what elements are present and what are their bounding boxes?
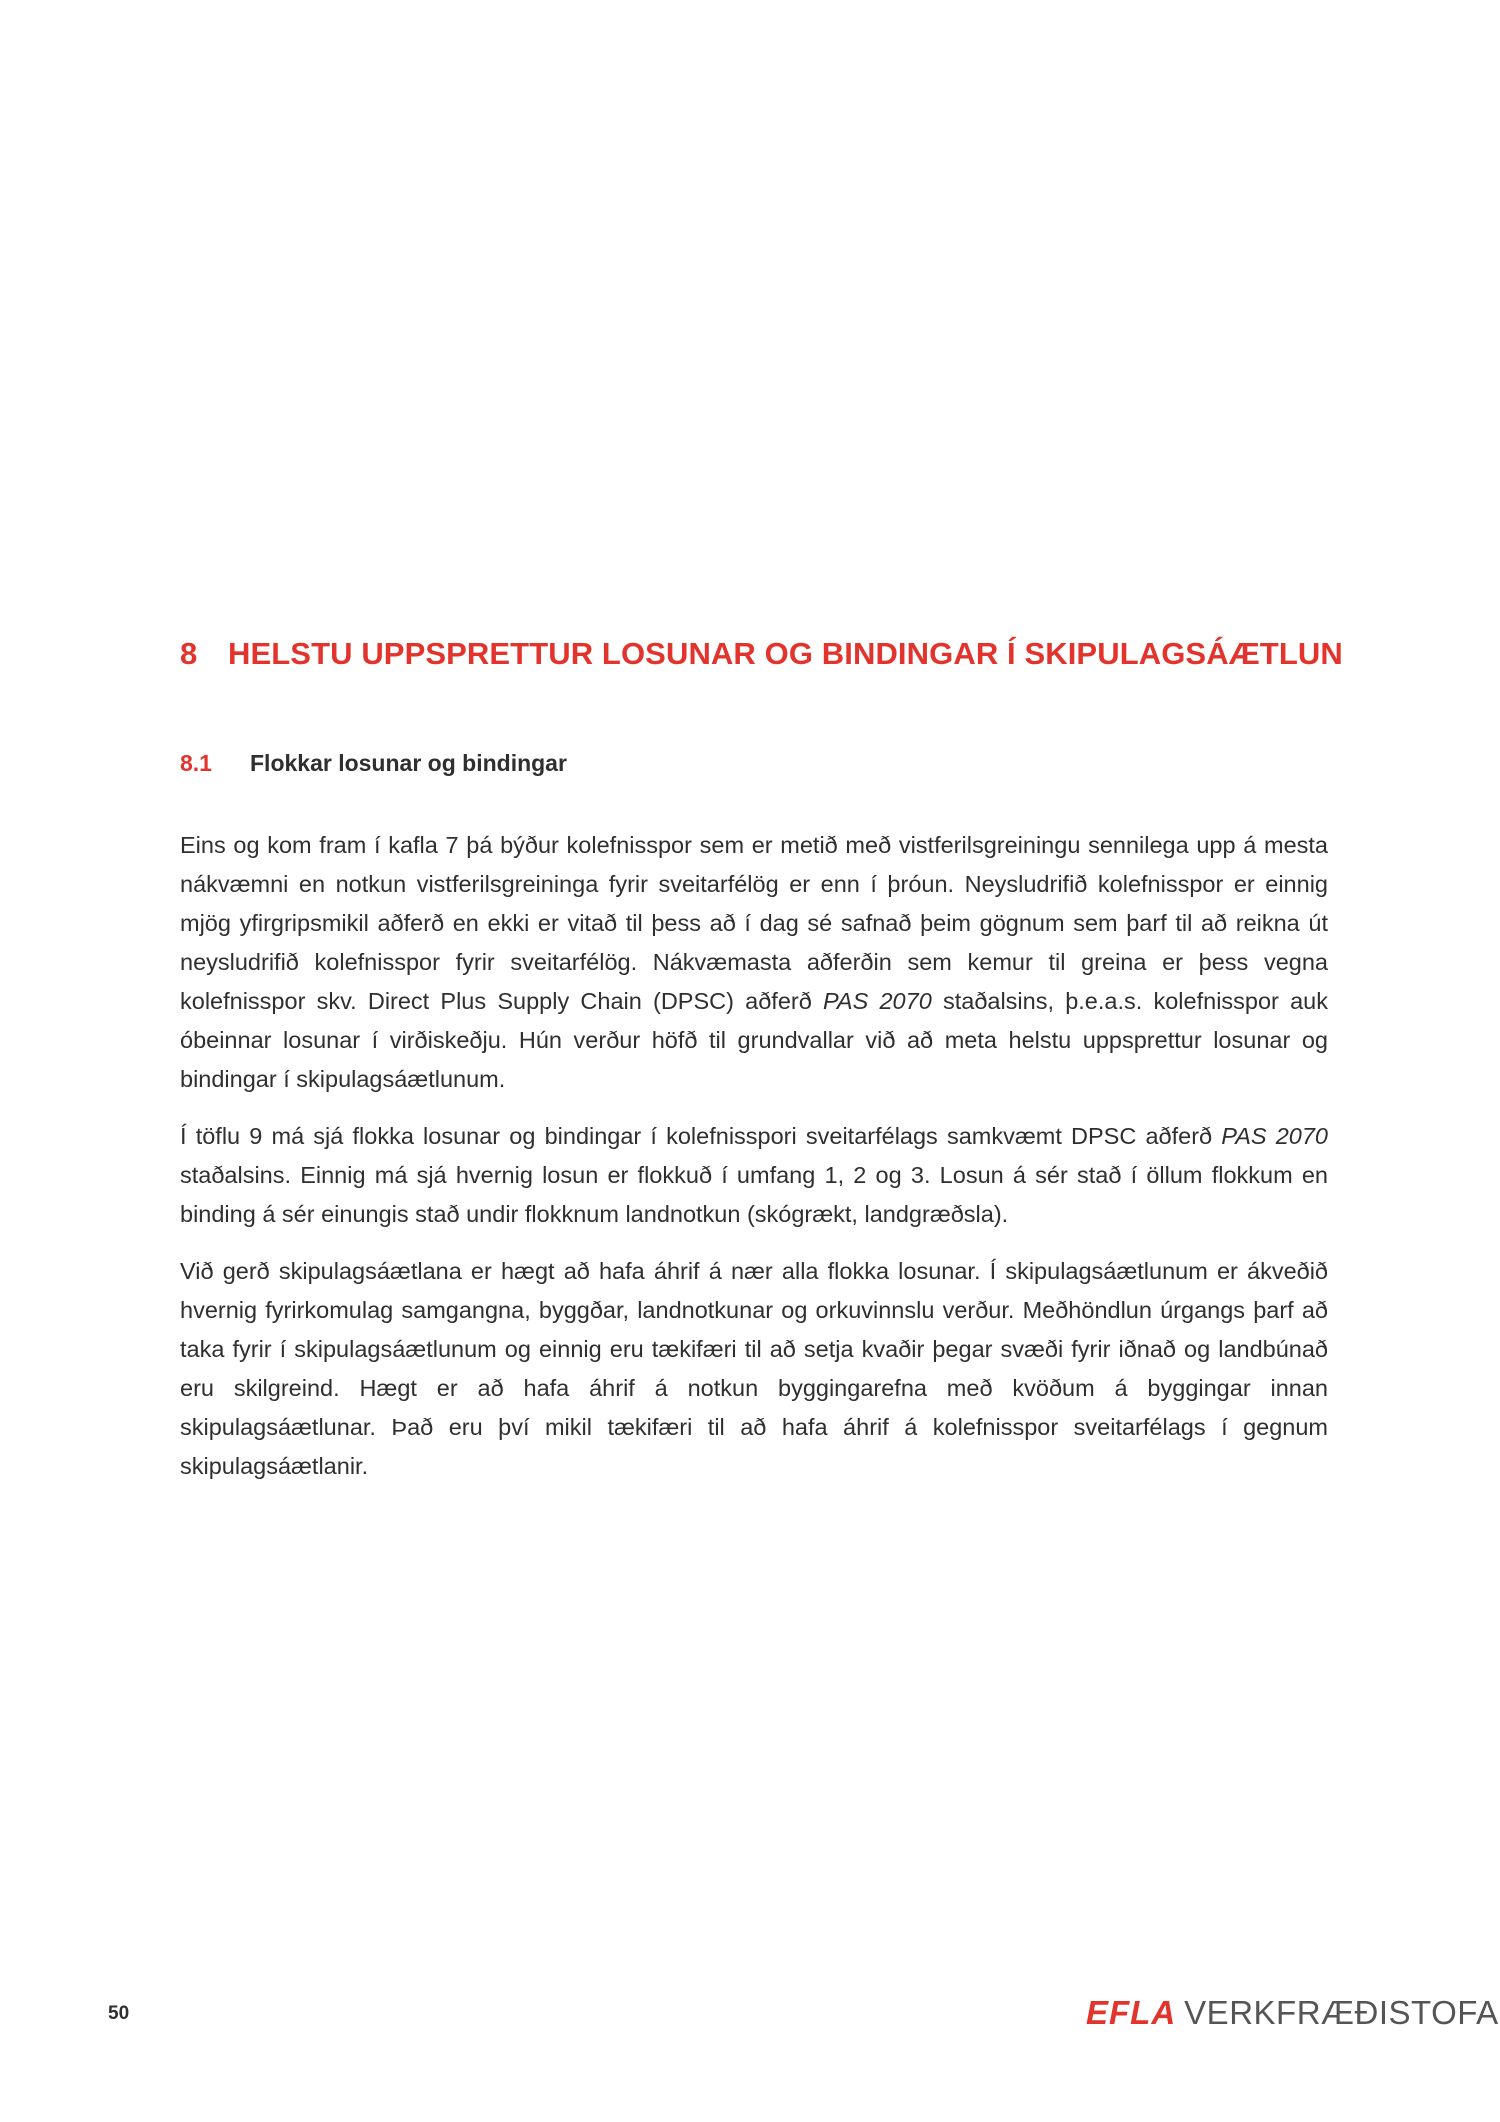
brand-name: EFLA [1086,1994,1177,2031]
paragraph-3: Við gerð skipulagsáætlana er hægt að hafa áhrif á nær alla flokka losunar. Í skipulagsáætlunum er ákveðið hvernig fyrirkomulag samgangna, byggðar, landnotkunar og orkuvinnslu verður. Meðhöndlun úrgangs þarf að taka fyrir í skipulagsáætlunum og einnig eru tækifæri til að setja kvaðir þegar svæði fyrir iðnað og landbúnað eru skilgreind. Hægt er að hafa áhrif á notkun byggingarefna með kvöðum á byggingar innan skipulagsáætlunar. Það eru því mikil tækifæri til að hafa áhrif á kolefnisspor sveitarfélags í gegnum skipulagsáætlanir. [180,1258,1328,1479]
standard-name: PAS 2070 [823,988,932,1014]
paragraph-1-text: Eins og kom fram í kafla 7 þá býður kolefnisspor sem er metið með vistferilsgreiningu sennilega upp á mesta nákvæmni en notkun vistferilsgreininga fyrir sveitarfélög er enn í þróun. Neysludrifið kolefnisspor er einnig mjög yfirgripsmikil aðferð en ekki er vitað til þess að í dag sé safnað þeim gögnum sem þarf til að reikna út neysludrifið kolefnisspor fyrir sveitarfélög. Nákvæmasta aðferðin sem kemur til greina er þess vegna kolefnisspor skv. Direct Plus Supply Chain (DPSC) aðferð [180,832,1328,1014]
paragraph-2-text: Í töflu 9 má sjá flokka losunar og bindingar í kolefnisspori sveitarfélags samkvæmt DPSC aðferð [180,1123,1222,1149]
paragraph-1-text-cont: staðalsins, þ.e.a.s. kolefnisspor auk óbeinnar losunar í virðiskeðju. Hún verður höfð til grundvallar við að meta helstu uppsprettur losunar og bindingar í skipulagsáætlunum. [180,988,1328,1092]
section-number: 8.1 [180,750,212,776]
chapter-title: HELSTU UPPSPRETTUR LOSUNAR OG BINDINGAR Í SKIPULAGSÁÆTLUN [228,636,1343,671]
company-name: VERKFRÆÐISTOFA [1184,1994,1499,2031]
body-text [180,826,1328,1504]
page-number: 50 [108,2003,130,2024]
section-title: Flokkar losunar og bindingar [250,750,567,776]
paragraph-1 [180,826,1328,1099]
company-logo [1086,1993,1499,2033]
standard-name: PAS 2070 [1221,1123,1328,1149]
chapter-heading [180,636,1343,672]
paragraph-2-text-cont: staðalsins. Einnig má sjá hvernig losun er flokkuð í umfang 1, 2 og 3. Losun á sér stað í öllum flokkum en binding á sér einungis stað undir flokknum landnotkun (skógrækt, landgræðsla). [180,1162,1328,1227]
chapter-number: 8 [180,636,198,671]
paragraph-2 [180,1117,1328,1234]
section-heading [180,750,567,777]
